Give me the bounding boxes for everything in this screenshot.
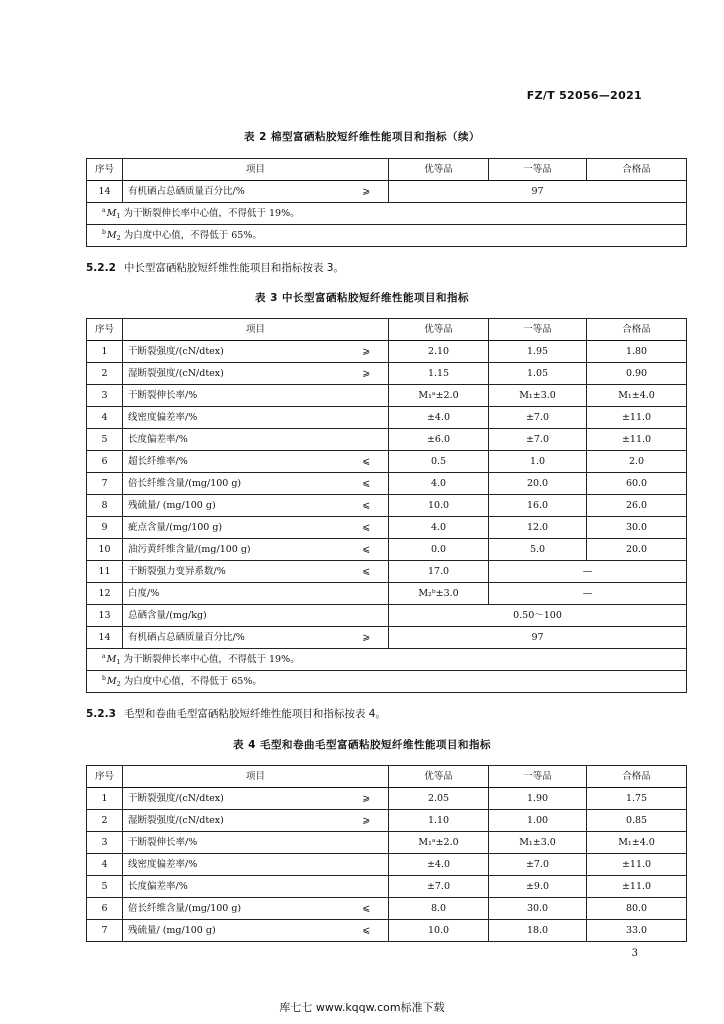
row-number: 12 [87, 583, 123, 605]
footnote-cell [87, 671, 687, 693]
row-item: 残硫量/ (mg/100 g) [123, 495, 345, 517]
row-comparator: ⩽ [345, 517, 389, 539]
footnote-text: 为白度中心值，不得低于 65%。 [120, 675, 262, 687]
row-value-first: 5.0 [489, 539, 587, 561]
table-row [87, 832, 687, 854]
footnote-variable: M [106, 207, 117, 219]
header-seq: 序号 [87, 159, 123, 181]
row-value-superior: 10.0 [389, 495, 489, 517]
row-comparator: ⩾ [345, 363, 389, 385]
table3-caption: 表 3 中长型富硒粘胶短纤维性能项目和指标 [254, 292, 470, 304]
row-item: 湿断裂强度/(cN/dtex) [123, 810, 345, 832]
row-comparator: ⩽ [345, 561, 389, 583]
row-comparator [345, 605, 389, 627]
row-comparator [345, 583, 389, 605]
row-value-superior: 2.10 [389, 341, 489, 363]
table-row [87, 363, 687, 385]
row-value-qualified: 0.90 [587, 363, 687, 385]
table-row [87, 451, 687, 473]
footnote-cell [87, 649, 687, 671]
row-item: 长度偏差率/% [123, 429, 345, 451]
table-footnote [87, 225, 687, 247]
row-value-first: 16.0 [489, 495, 587, 517]
header-superior: 优等品 [389, 319, 489, 341]
table2-caption: 表 2 棉型富硒粘胶短纤维性能项目和指标（续） [243, 131, 481, 143]
row-value-qualified: ±11.0 [587, 876, 687, 898]
table-footnote [87, 649, 687, 671]
row-number: 11 [87, 561, 123, 583]
row-number: 2 [87, 363, 123, 385]
row-comparator: ⩽ [345, 539, 389, 561]
table-row [87, 473, 687, 495]
row-item: 线密度偏差率/% [123, 854, 345, 876]
table-row [87, 385, 687, 407]
row-item: 疵点含量/(mg/100 g) [123, 517, 345, 539]
row-number: 13 [87, 605, 123, 627]
table2 [86, 158, 687, 247]
footnote-subscript: 1 [116, 211, 121, 220]
table-row [87, 495, 687, 517]
row-value-superior: M₁ᵃ±2.0 [389, 385, 489, 407]
table-row [87, 539, 687, 561]
row-value-first: 1.90 [489, 788, 587, 810]
table-row [87, 854, 687, 876]
page-number: 3 [631, 948, 638, 959]
row-value-all-grades: 0.50～100 [389, 605, 687, 627]
clause-number: 5.2.3 [86, 708, 116, 720]
footer-watermark: 库七七 www.kqqw.com标准下载 [279, 1001, 445, 1014]
footnote-subscript: 2 [116, 233, 121, 242]
row-value-superior: 4.0 [389, 517, 489, 539]
clause-text: 毛型和卷曲毛型富硒粘胶短纤维性能项目和指标按表 4。 [123, 708, 386, 720]
clause-text: 中长型富硒粘胶短纤维性能项目和指标按表 3。 [123, 262, 344, 274]
row-comparator [345, 854, 389, 876]
row-value-qualified: 0.85 [587, 810, 687, 832]
row-value-first: M₁±3.0 [489, 832, 587, 854]
row-value-first: 1.00 [489, 810, 587, 832]
row-value-superior: 1.10 [389, 810, 489, 832]
table-row [87, 898, 687, 920]
row-comparator: ⩽ [345, 473, 389, 495]
row-value-qualified: ±11.0 [587, 407, 687, 429]
row-comparator: ⩾ [345, 181, 389, 203]
table-row [87, 627, 687, 649]
row-value-superior: ±7.0 [389, 876, 489, 898]
footnote-text: 为白度中心值，不得低于 65%。 [120, 229, 262, 241]
row-value-first: M₁±3.0 [489, 385, 587, 407]
row-number: 7 [87, 920, 123, 942]
table-footnote [87, 671, 687, 693]
row-value-qualified: 30.0 [587, 517, 687, 539]
row-value-superior: ±4.0 [389, 407, 489, 429]
row-value-superior: M₂ᵇ±3.0 [389, 583, 489, 605]
header-seq: 序号 [87, 319, 123, 341]
row-value-superior: ±4.0 [389, 854, 489, 876]
row-value-qualified: 20.0 [587, 539, 687, 561]
table-footnote [87, 203, 687, 225]
header-superior: 优等品 [389, 159, 489, 181]
table-header-row [87, 159, 687, 181]
row-value-qualified: 1.75 [587, 788, 687, 810]
row-value-superior: M₁ᵃ±2.0 [389, 832, 489, 854]
header-superior: 优等品 [389, 766, 489, 788]
footnote-mark: a [102, 652, 106, 660]
header-seq: 序号 [87, 766, 123, 788]
row-value-superior: ±6.0 [389, 429, 489, 451]
row-number: 1 [87, 788, 123, 810]
table-row [87, 876, 687, 898]
footnote-mark: a [102, 206, 106, 214]
header-item: 项目 [123, 319, 389, 341]
row-comparator: ⩽ [345, 451, 389, 473]
row-number: 4 [87, 854, 123, 876]
footnote-text: 为干断裂伸长率中心值，不得低于 19%。 [120, 653, 300, 665]
header-qualified: 合格品 [587, 319, 687, 341]
row-item: 白度/% [123, 583, 345, 605]
row-value-superior: 10.0 [389, 920, 489, 942]
row-value-superior: 1.15 [389, 363, 489, 385]
row-number: 3 [87, 385, 123, 407]
row-comparator: ⩽ [345, 920, 389, 942]
clause-number: 5.2.2 [86, 262, 116, 274]
table-row [87, 561, 687, 583]
row-value-first-qualified: — [489, 583, 687, 605]
row-number: 5 [87, 429, 123, 451]
row-number: 2 [87, 810, 123, 832]
row-value-qualified: 80.0 [587, 898, 687, 920]
row-value-qualified: 26.0 [587, 495, 687, 517]
table-row [87, 788, 687, 810]
row-value-first: 1.95 [489, 341, 587, 363]
footnote-subscript: 1 [116, 657, 121, 666]
row-item: 倍长纤维含量/(mg/100 g) [123, 898, 345, 920]
row-value-first-qualified: — [489, 561, 687, 583]
clause-5-2-2 [86, 260, 344, 275]
row-comparator [345, 832, 389, 854]
table3 [86, 318, 687, 693]
row-item: 油污黄纤维含量/(mg/100 g) [123, 539, 345, 561]
row-item: 线密度偏差率/% [123, 407, 345, 429]
table4-caption: 表 4 毛型和卷曲毛型富硒粘胶短纤维性能项目和指标 [232, 739, 492, 751]
row-item: 长度偏差率/% [123, 876, 345, 898]
row-number: 3 [87, 832, 123, 854]
row-number: 6 [87, 898, 123, 920]
row-value-superior: 0.0 [389, 539, 489, 561]
table-row [87, 583, 687, 605]
row-value-first: 20.0 [489, 473, 587, 495]
row-item: 干断裂强度/(cN/dtex) [123, 341, 345, 363]
row-value-first: 30.0 [489, 898, 587, 920]
row-number: 5 [87, 876, 123, 898]
row-number: 1 [87, 341, 123, 363]
row-value-first: 1.05 [489, 363, 587, 385]
row-number: 9 [87, 517, 123, 539]
row-number: 7 [87, 473, 123, 495]
row-item: 干断裂强度/(cN/dtex) [123, 788, 345, 810]
row-number: 14 [87, 627, 123, 649]
row-value-first: 12.0 [489, 517, 587, 539]
row-item: 湿断裂强度/(cN/dtex) [123, 363, 345, 385]
row-comparator: ⩽ [345, 898, 389, 920]
row-number: 4 [87, 407, 123, 429]
row-item: 干断裂伸长率/% [123, 385, 345, 407]
table-header-row [87, 319, 687, 341]
row-value-qualified: 33.0 [587, 920, 687, 942]
row-item: 总硒含量/(mg/kg) [123, 605, 345, 627]
row-number: 10 [87, 539, 123, 561]
row-item: 干断裂伸长率/% [123, 832, 345, 854]
table-row [87, 605, 687, 627]
header-item: 项目 [123, 159, 389, 181]
row-value-qualified: ±11.0 [587, 429, 687, 451]
row-value-first: ±9.0 [489, 876, 587, 898]
header-first: 一等品 [489, 159, 587, 181]
row-value-first: ±7.0 [489, 854, 587, 876]
header-item: 项目 [123, 766, 389, 788]
row-value-first: 1.0 [489, 451, 587, 473]
header-qualified: 合格品 [587, 766, 687, 788]
table-row [87, 810, 687, 832]
row-item: 残硫量/ (mg/100 g) [123, 920, 345, 942]
row-value-superior: 17.0 [389, 561, 489, 583]
footnote-mark: b [102, 228, 106, 236]
row-value-qualified: M₁±4.0 [587, 832, 687, 854]
row-number: 14 [87, 181, 123, 203]
row-value-superior: 4.0 [389, 473, 489, 495]
row-value-superior: 2.05 [389, 788, 489, 810]
row-comparator [345, 876, 389, 898]
table-row [87, 517, 687, 539]
row-value-first: ±7.0 [489, 429, 587, 451]
row-item: 干断裂强力变异系数/% [123, 561, 345, 583]
row-comparator: ⩾ [345, 627, 389, 649]
row-value-all-grades: 97 [389, 181, 687, 203]
footnote-cell [87, 225, 687, 247]
row-item: 超长纤维率/% [123, 451, 345, 473]
row-value-qualified: ±11.0 [587, 854, 687, 876]
table-row [87, 920, 687, 942]
row-value-qualified: 1.80 [587, 341, 687, 363]
table-header-row [87, 766, 687, 788]
row-item: 有机硒占总硒质量百分比/% [123, 627, 345, 649]
header-qualified: 合格品 [587, 159, 687, 181]
header-first: 一等品 [489, 319, 587, 341]
footnote-text: 为干断裂伸长率中心值，不得低于 19%。 [120, 207, 300, 219]
row-value-first: 18.0 [489, 920, 587, 942]
table-row [87, 181, 687, 203]
row-comparator [345, 407, 389, 429]
row-item: 有机硒占总硒质量百分比/% [123, 181, 345, 203]
row-comparator [345, 429, 389, 451]
row-value-qualified: M₁±4.0 [587, 385, 687, 407]
row-value-all-grades: 97 [389, 627, 687, 649]
header-first: 一等品 [489, 766, 587, 788]
row-value-qualified: 60.0 [587, 473, 687, 495]
row-comparator: ⩾ [345, 810, 389, 832]
footnote-subscript: 2 [116, 679, 121, 688]
table-row [87, 429, 687, 451]
footnote-cell [87, 203, 687, 225]
row-value-superior: 0.5 [389, 451, 489, 473]
row-value-superior: 8.0 [389, 898, 489, 920]
standard-code: FZ/T 52056—2021 [526, 89, 642, 102]
footnote-variable: M [106, 229, 117, 241]
row-comparator: ⩽ [345, 495, 389, 517]
footnote-variable: M [106, 653, 117, 665]
row-item: 倍长纤维含量/(mg/100 g) [123, 473, 345, 495]
row-value-first: ±7.0 [489, 407, 587, 429]
table-row [87, 341, 687, 363]
clause-5-2-3 [86, 706, 386, 721]
row-comparator: ⩾ [345, 788, 389, 810]
row-comparator [345, 385, 389, 407]
row-number: 8 [87, 495, 123, 517]
footnote-variable: M [106, 675, 117, 687]
row-value-qualified: 2.0 [587, 451, 687, 473]
table4 [86, 765, 687, 942]
table-row [87, 407, 687, 429]
row-comparator: ⩾ [345, 341, 389, 363]
row-number: 6 [87, 451, 123, 473]
footnote-mark: b [102, 674, 106, 682]
